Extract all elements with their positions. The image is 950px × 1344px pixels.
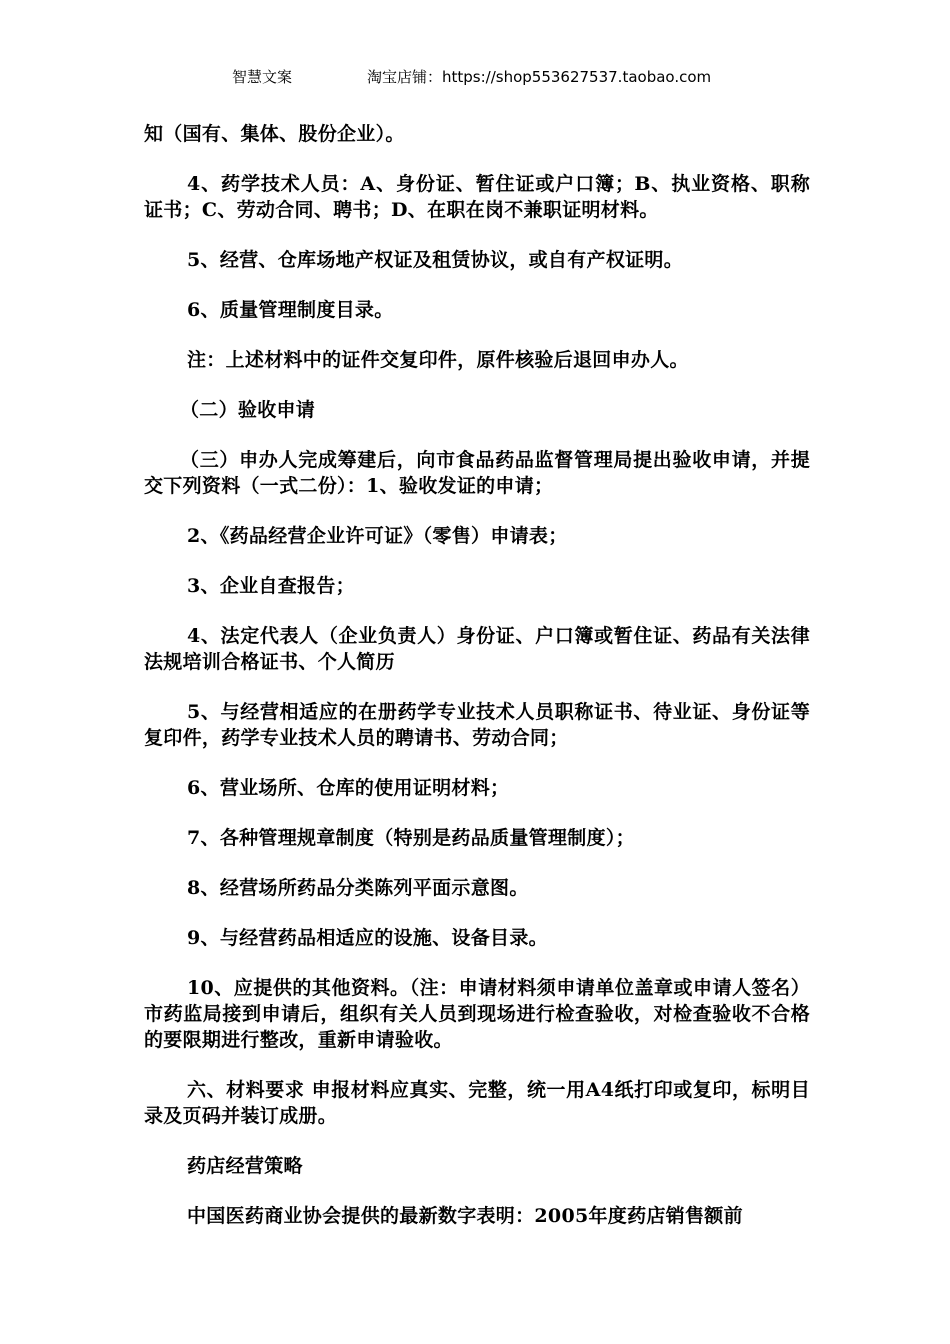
paragraph: 4、药学技术人员：A、身份证、暂住证或户口簿；B、执业资格、职称证书；C、劳动合同、聘书；D、在职在岗不兼职证明材料。: [144, 173, 810, 221]
paragraph: 六、材料要求 申报材料应真实、完整，统一用A4纸打印或复印，标明目录及页码并装订成册。: [144, 1079, 810, 1127]
paragraph: 3、企业自查报告；: [187, 575, 355, 597]
paragraph: 9、与经营药品相适应的设施、设备目录。: [187, 927, 548, 949]
paragraph: 2、《药品经营企业许可证》（零售）申请表；: [187, 525, 568, 547]
paragraph: 6、质量管理制度目录。: [187, 299, 394, 321]
paragraph: 10、应提供的其他资料。（注：申请材料须申请单位盖章或申请人签名）市药监局接到申请后，组织有关人员到现场进行检查验收，对检查验收不合格的要限期进行整改，重新申请验收。: [144, 977, 810, 1051]
paragraph: 4、法定代表人（企业负责人）身份证、户口簿或暂住证、药品有关法律法规培训合格证书、个人简历: [144, 625, 810, 673]
paragraph: 8、经营场所药品分类陈列平面示意图。: [187, 877, 529, 899]
header-shop-link[interactable]: 淘宝店铺：https://shop553627537.taobao.com: [367, 68, 712, 86]
section-heading: （二）验收申请: [180, 399, 316, 421]
paragraph: （三）申办人完成筹建后，向市食品药品监督管理局提出验收申请，并提交下列资料（一式二份）：1、验收发证的申请；: [144, 449, 810, 497]
paragraph: 6、营业场所、仓库的使用证明材料；: [187, 777, 510, 799]
paragraph: 中国医药商业协会提供的最新数字表明：2005年度药店销售额前: [187, 1205, 743, 1227]
paragraph: 5、经营、仓库场地产权证及租赁协议，或自有产权证明。: [187, 249, 684, 271]
paragraph: 注：上述材料中的证件交复印件，原件核验后退回申办人。: [187, 349, 689, 371]
header-brand: 智慧文案: [232, 68, 293, 86]
paragraph: 知（国有、集体、股份企业）。: [144, 123, 405, 145]
section-heading: 药店经营策略: [187, 1155, 303, 1177]
paragraph: 7、各种管理规章制度（特别是药品质量管理制度）；: [187, 827, 635, 849]
page-header: [0, 66, 950, 90]
document-body: [144, 121, 810, 1253]
paragraph: 5、与经营相适应的在册药学专业技术人员职称证书、待业证、身份证等复印件，药学专业技术人员的聘请书、劳动合同；: [144, 701, 810, 749]
